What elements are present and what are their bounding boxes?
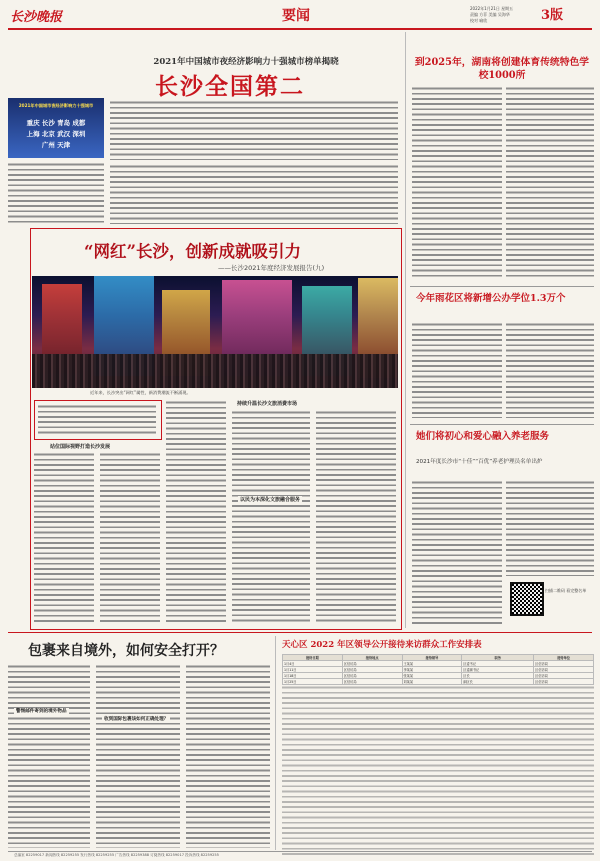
newspaper-logo: 长沙晚报 (10, 10, 63, 25)
feature-col-1 (34, 452, 94, 622)
main-headline: 长沙全国第二 (155, 73, 305, 100)
schedule-cell: 区信访局 (534, 673, 594, 679)
masthead (0, 0, 600, 28)
schedule-cell: 1月18日 (283, 673, 343, 679)
graphic-cities-3: 广州 天津 (41, 141, 71, 149)
bottom-left-col-1 (8, 664, 90, 848)
photo-caption: 近年来，长沙突出“网红”属性，新消费潮流不断涌现。 (90, 390, 191, 395)
feature-subhead-3: 以民为本深化文旅融合服务 (240, 497, 301, 503)
schedule-cell: 1月4日 (283, 661, 343, 667)
graphic-cities-2: 上海 北京 武汉 深圳 (26, 130, 86, 138)
feature-subtitle: ——长沙2021年度经济发展报告(九) (218, 264, 325, 272)
bottom-left-title: 包裹来自境外，如何安全打开？ (28, 643, 224, 659)
editor-credits: 责编 方菲 美编 吴海华 (470, 12, 510, 17)
footer-contacts: 总编室 82259017 新闻热线 82259255 发行热线 82259255 广告热线 82259388 订阅热线 82259017 投诉热线 82259255 (14, 853, 219, 857)
schedule-cell: 刘某某 (402, 679, 462, 685)
graphic-cities-1: 重庆 长沙 青岛 成都 (26, 119, 86, 127)
graphic-title: 2021年中国城市夜经济影响力十强城市 (18, 103, 94, 108)
schedule-cell: 区委副书记 (462, 667, 534, 673)
main-story-body (110, 100, 398, 160)
schedule-cell: 张某某 (402, 673, 462, 679)
night-street-photo (32, 276, 398, 388)
schedule-header: 接待领导 (402, 655, 462, 661)
schedule-cell: 区信访局 (342, 661, 402, 667)
feature-title: “网红”长沙，创新成就吸引力 (84, 242, 301, 261)
main-story-body-3 (110, 164, 398, 224)
feature-subhead-1: 站位国际视野打造长沙发展 (50, 444, 111, 450)
schedule-cell: 区信访局 (534, 667, 594, 673)
schedule-cell: 1月25日 (283, 679, 343, 685)
right-story-3-title: 她们将初心和爱心融入养老服务 (416, 431, 550, 442)
qr-caption: 扫描二维码 看完整名单 (545, 588, 587, 593)
schedule-cell: 1月11日 (283, 667, 343, 673)
issue-date: 2022年1月21日 星期五 (470, 6, 514, 11)
bottom-left-subhead-2: 收到国际包裹该如何正确处理？ (104, 717, 169, 722)
schedule-cell: 区长 (462, 673, 534, 679)
schedule-cell: 区信访局 (342, 667, 402, 673)
schedule-title: 天心区 2022 年区领导公开接待来访群众工作安排表 (282, 640, 482, 650)
right-story-2-body (412, 322, 502, 418)
feature-subhead-2: 持续升温长沙文旅消费市场 (237, 401, 298, 407)
night-economy-graphic (8, 98, 104, 158)
right-story-2-title: 今年雨花区将新增公办学位1.3万个 (416, 293, 566, 304)
right-story-3-body (412, 480, 502, 626)
section-title: 要闻 (282, 8, 310, 24)
schedule-header: 接待单位 (534, 655, 594, 661)
feature-col-5 (316, 410, 396, 622)
right-story-1-title: 到2025年，湖南将创建体育传统特色学校1000所 (414, 57, 590, 81)
feature-col-4 (232, 410, 310, 622)
qr-code[interactable] (510, 582, 544, 616)
feature-col-2 (100, 452, 160, 622)
main-kicker: 2021年中国城市夜经济影响力十强城市榜单揭晓 (153, 57, 339, 67)
bottom-left-col-3 (186, 664, 270, 848)
schedule-header: 职务 (462, 655, 534, 661)
schedule-cell: 王某某 (402, 661, 462, 667)
right-story-2-body-2 (506, 322, 594, 418)
schedule-cell: 区委书记 (462, 661, 534, 667)
right-story-3-body-2 (506, 480, 594, 576)
proof-credit: 校对 喻欣 (470, 18, 488, 23)
right-story-1-body (412, 86, 502, 280)
right-story-3-subtitle: 2021年度长沙市“十佳”“百优”养老护理员名单出炉 (416, 459, 543, 465)
schedule-cell: 副区长 (462, 679, 534, 685)
schedule-cell: 李某某 (402, 667, 462, 673)
main-story-body-2 (8, 162, 104, 224)
schedule-cell: 区信访局 (534, 679, 594, 685)
right-story-1-body-2 (506, 86, 594, 280)
bottom-left-subhead-1: 警惕邮件寄到的境外物品 (16, 709, 67, 714)
schedule-table (282, 654, 594, 850)
schedule-header: 接待地点 (342, 655, 402, 661)
page-number: 3版 (541, 8, 564, 23)
schedule-cell: 区信访局 (342, 679, 402, 685)
schedule-cell: 区信访局 (534, 661, 594, 667)
bottom-left-col-2 (96, 664, 180, 848)
schedule-row (283, 679, 594, 685)
schedule-cell: 区信访局 (342, 673, 402, 679)
schedule-header: 接待日期 (283, 655, 343, 661)
feature-col-3 (166, 400, 226, 622)
